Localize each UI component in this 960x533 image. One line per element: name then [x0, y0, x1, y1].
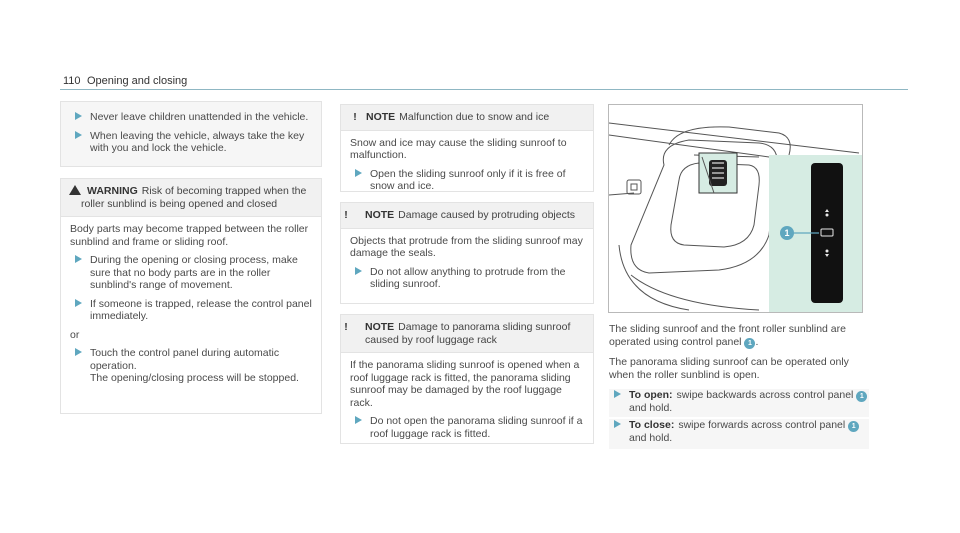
- overhead-control-panel-illustration: [608, 104, 863, 313]
- note-box-protruding: [340, 202, 594, 304]
- note-text: Objects that protrude from the sliding sunroof may damage the seals.: [350, 234, 583, 259]
- note-box-snow: [340, 104, 594, 192]
- note-box-luggage: [340, 314, 594, 444]
- warning-box: [60, 178, 322, 414]
- list-item: Never leave children unattended in the vehicle.: [70, 111, 312, 124]
- note-text: If the panorama sliding sunroof is opened when a roof luggage rack is fitted, the panorama sliding sunroof may be damaged by the roof luggage rack.: [350, 359, 580, 409]
- caption-paragraph-2: The panorama sliding sunroof can be operated only when the roller sunblind is open.: [609, 356, 849, 381]
- note-text: Snow and ice may cause the sliding sunroof to malfunction.: [350, 136, 567, 161]
- exclamation-icon: !: [344, 321, 348, 333]
- marker-1: 1: [848, 421, 859, 432]
- arrow-icon: [355, 267, 362, 275]
- switch-cluster: [699, 153, 737, 193]
- warning-text: Body parts may become trapped between the roller sunblind and frame or sliding roof.: [70, 223, 309, 248]
- arrow-icon: [614, 420, 621, 428]
- callout-number: 1: [784, 228, 790, 238]
- marker-1: 1: [856, 391, 867, 402]
- note-header: ! NOTE Malfunction due to snow and ice: [341, 105, 593, 131]
- list-item: Open the sliding sunroof only if it is free of snow and ice.: [350, 168, 584, 193]
- list-item: Do not allow anything to protrude from the sliding sunroof.: [350, 266, 584, 291]
- or-text: or: [70, 328, 80, 341]
- exclamation-icon: !: [353, 111, 357, 123]
- list-item: If someone is trapped, release the control panel immediately.: [70, 298, 312, 323]
- header-rule: [60, 89, 908, 90]
- bullets-box: [60, 101, 322, 167]
- instruction-close: To close: swipe forwards across control panel 1 and hold.: [609, 419, 869, 449]
- arrow-icon: [75, 255, 82, 263]
- marker-1: 1: [744, 338, 755, 349]
- note-header: ! NOTE Damage to panorama sliding sunroof caused by roof luggage rack: [341, 315, 593, 353]
- roof-console-drawing: [609, 105, 863, 313]
- page-number: 110: [63, 75, 81, 87]
- exclamation-icon: !: [344, 209, 348, 221]
- arrow-icon: [355, 169, 362, 177]
- arrow-icon: [75, 131, 82, 139]
- warning-header: WARNING Risk of becoming trapped when the roller sunblind is being opened and closed: [61, 179, 321, 217]
- arrow-icon: [614, 390, 621, 398]
- note-header: ! NOTE Damage caused by protruding objects: [341, 203, 593, 229]
- arrow-icon: [75, 299, 82, 307]
- section-title: Opening and closing: [87, 75, 188, 87]
- list-item: Touch the control panel during automatic operation. The opening/closing process will be stopped.: [70, 347, 312, 385]
- list-item: During the opening or closing process, make sure that no body parts are in the roller sunblind's range of movement.: [70, 254, 312, 292]
- caption-paragraph-1: The sliding sunroof and the front roller sunblind are operated using control panel 1 .: [609, 323, 846, 348]
- arrow-icon: [75, 112, 82, 120]
- arrow-icon: [75, 348, 82, 356]
- instruction-open: To open: swipe backwards across control panel 1 and hold.: [609, 389, 869, 417]
- arrow-icon: [355, 416, 362, 424]
- list-item: Do not open the panorama sliding sunroof if a roof luggage rack is fitted.: [350, 415, 584, 440]
- warning-icon: [69, 185, 81, 195]
- list-item: When leaving the vehicle, always take the key with you and lock the vehicle.: [70, 130, 312, 155]
